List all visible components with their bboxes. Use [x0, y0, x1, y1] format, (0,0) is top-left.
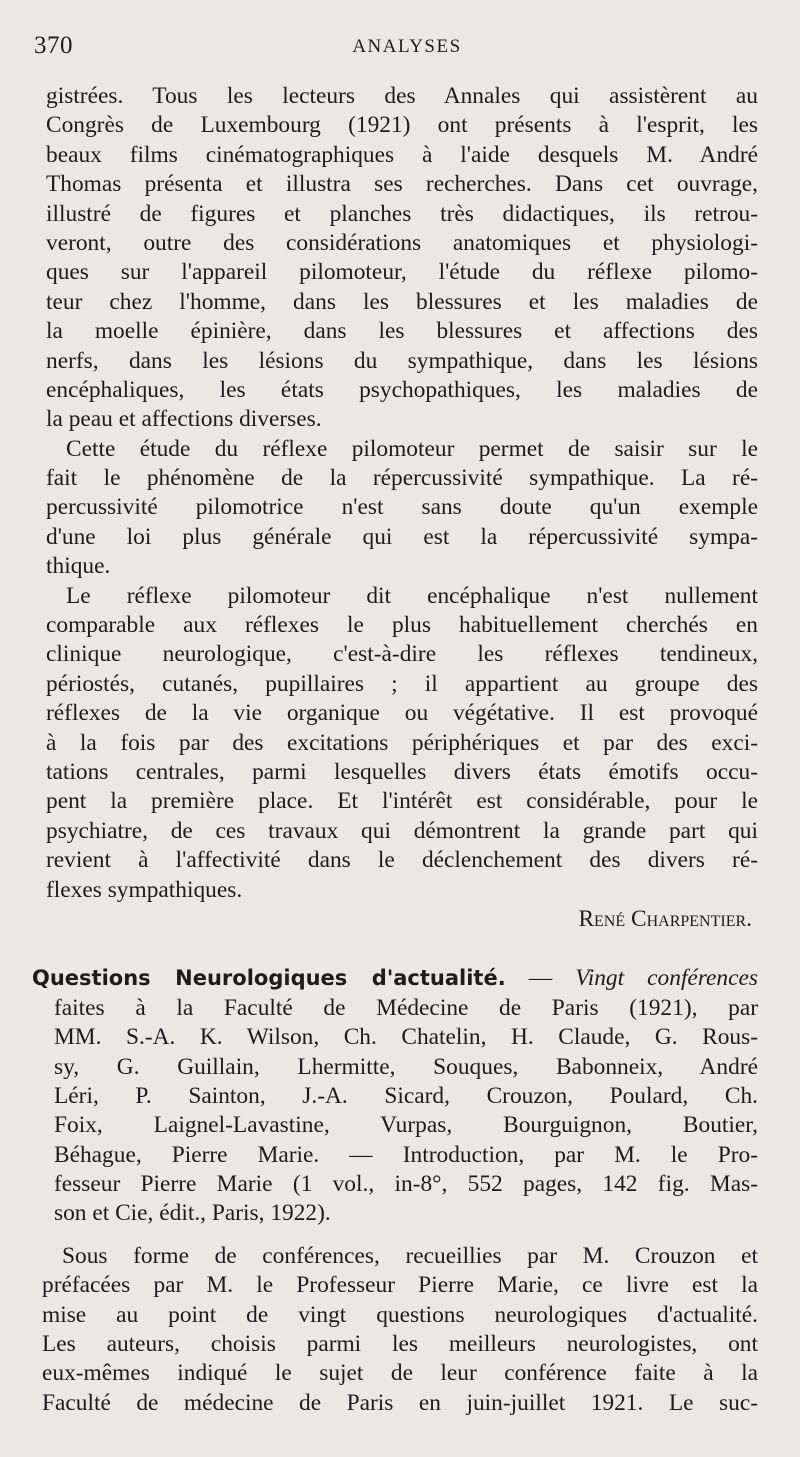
page-header — [34, 32, 760, 68]
text-line: fait le phénomène de la répercussivité sympathique. La ré- — [46, 465, 758, 492]
text-line: illustré de figures et planches très didactiques, ils retrou- — [46, 200, 758, 227]
text-line: réflexes de la vie organique ou végétative. Il est provoqué — [46, 700, 758, 727]
text-line: fesseur Pierre Marie (1 vol., in-8°, 552 pages, 142 fig. Mas- — [54, 1171, 758, 1198]
text-line: la moelle épinière, dans les blessures et affections des — [46, 318, 758, 345]
text-line: Foix, Laignel-Lavastine, Vurpas, Bourguignon, Boutier, — [54, 1112, 758, 1139]
text-line: mise au point de vingt questions neurologiques d'actualité. — [42, 1301, 758, 1328]
review-subtitle: Vingt conférences — [575, 965, 758, 992]
review-signature: René Charpentier. — [578, 905, 752, 932]
text-line: Béhague, Pierre Marie. — Introduction, par M. le Pro- — [54, 1141, 758, 1168]
text-line: tations centrales, parmi lesquelles divers états émotifs occu- — [46, 758, 758, 785]
text-line: revient à l'affectivité dans le déclenchement des divers ré- — [46, 847, 758, 874]
text-line: Cette étude du réflexe pilomoteur permet de saisir sur le — [66, 435, 758, 462]
text-line: teur chez l'homme, dans les blessures et les maladies de — [46, 288, 758, 315]
text-line: la peau et affections diverses. — [46, 406, 322, 433]
text-line: Les auteurs, choisis parmi les meilleurs neurologistes, ont — [42, 1331, 758, 1358]
text-line: faites à la Faculté de Médecine de Paris (1921), par — [54, 994, 758, 1021]
text-line: sy, G. Guillain, Lhermitte, Souques, Babonneix, André — [54, 1053, 758, 1080]
text-line — [32, 964, 758, 993]
text-line: périostés, cutanés, pupillaires ; il appartient au groupe des — [46, 670, 758, 697]
text-line: ques sur l'appareil pilomoteur, l'étude du réflexe pilomo- — [46, 259, 758, 286]
text-line: préfacées par M. le Professeur Pierre Marie, ce livre est la — [42, 1272, 758, 1299]
text-line: Le réflexe pilomoteur dit encéphalique n'est nullement — [66, 582, 758, 609]
text-line: son et Cie, édit., Paris, 1922). — [54, 1200, 331, 1227]
text-line: d'une loi plus générale qui est la répercussivité sympa- — [46, 523, 758, 550]
text-line: pent la première place. Et l'intérêt est considérable, pour le — [46, 788, 758, 815]
page-body — [32, 82, 758, 1418]
section-gap — [46, 934, 758, 964]
title-dash: — — [528, 965, 553, 992]
text-line: Faculté de médecine de Paris en juin-juillet 1921. Le suc- — [42, 1389, 758, 1416]
text-line: thique. — [46, 553, 111, 580]
review-2-heading — [32, 964, 758, 1229]
text-line: percussivité pilomotrice n'est sans doute qu'un exemple — [46, 494, 758, 521]
text-line: comparable aux réflexes le plus habituellement cherchés en — [46, 612, 758, 639]
review-1-paragraph-2 — [46, 435, 758, 582]
review-1-paragraph-1 — [46, 82, 758, 435]
review-2-paragraph-1 — [42, 1242, 758, 1418]
text-line: eux-mêmes indiqué le sujet de leur conférence faite à la — [42, 1360, 758, 1387]
text-line: Congrès de Luxembourg (1921) ont présents à l'esprit, les — [46, 112, 758, 139]
review-1-paragraph-3 — [46, 582, 758, 905]
section-gap — [46, 1229, 758, 1242]
text-line: veront, outre des considérations anatomiques et physiologi- — [46, 229, 758, 256]
text-line: gistrées. Tous les lecteurs des Annales qui assistèrent au — [46, 83, 758, 109]
review-title: Questions Neurologiques d'actualité. — [32, 966, 506, 991]
text-line: Léri, P. Sainton, J.-A. Sicard, Crouzon, Poulard, Ch. — [54, 1082, 758, 1109]
text-line: flexes sympathiques. — [46, 876, 243, 903]
text-line: MM. S.-A. K. Wilson, Ch. Chatelin, H. Claude, G. Rous- — [54, 1024, 758, 1051]
page-number: 370 — [34, 32, 73, 59]
text-line: Thomas présenta et illustra ses recherches. Dans cet ouvrage, — [46, 171, 758, 198]
text-line: à la fois par des excitations périphériques et par des exci- — [46, 729, 758, 756]
text-line: Sous forme de conférences, recueillies par M. Crouzon et — [62, 1242, 758, 1269]
text-line: encéphaliques, les états psychopathiques, les maladies de — [46, 376, 758, 403]
text-line: nerfs, dans les lésions du sympathique, dans les lésions — [46, 347, 758, 374]
text-line: psychiatre, de ces travaux qui démontrent la grande part qui — [46, 817, 758, 844]
running-head: ANALYSES — [352, 36, 462, 57]
text-line: beaux films cinématographiques à l'aide desquels M. André — [46, 141, 758, 168]
text-line: clinique neurologique, c'est-à-dire les réflexes tendineux, — [46, 641, 758, 668]
